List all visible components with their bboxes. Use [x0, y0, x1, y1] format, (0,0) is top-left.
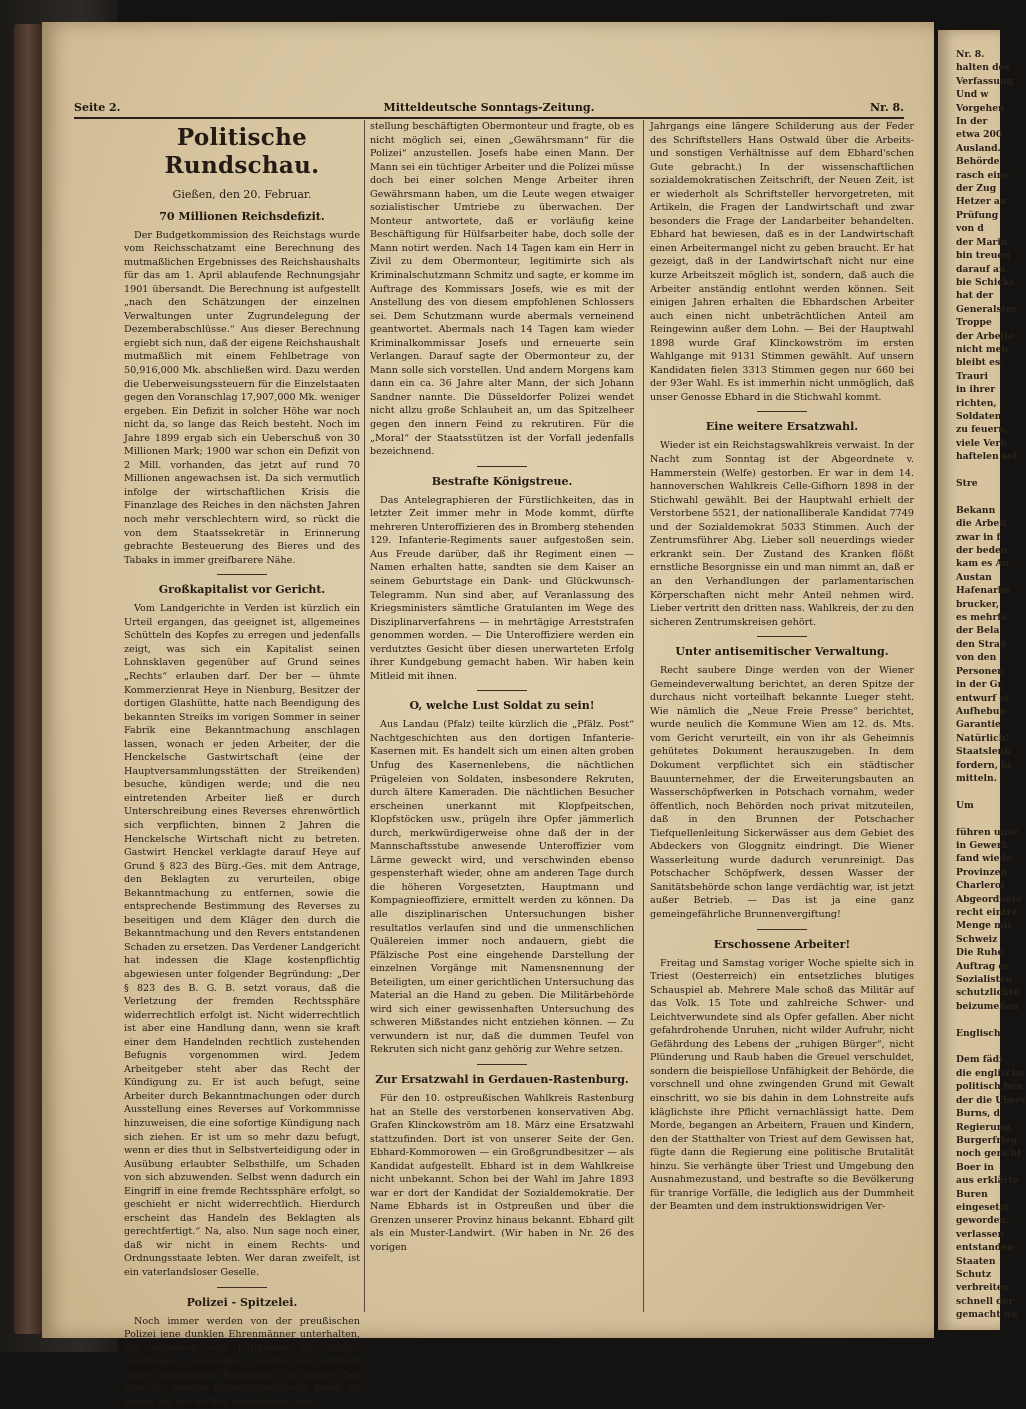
- facing-page-edge: [938, 30, 1026, 1330]
- page-header: [74, 101, 904, 115]
- section-title: Politische Rundschau.: [164, 124, 320, 179]
- article-text: Recht saubere Dinge werden von der Wiener Gemeindeverwaltung berichtet, an deren Spitze der durchaus nicht vorteilhaft bekannte Lueger steht. Wie nämlich die „Neue Freie Presse“ berichtet, wurde neulich die Kommune Wien am 12. ds. Mts. vom Gericht verurteilt, ein von ihr als Geheimnis gehütetes Dokument herauszugeben. In dem Dokument verpflichtet sich ein städtischer Bauunternehmer, der die Erweiterungsbauten an Wasserschöpfwerken in Potschach vornahm, weder öffentlich, noch Behörden noch privat mitzuteilen, daß in den Brunnen der Potschacher Tiefquellenleitung Sickerwässer aus dem Gebiet des Abdeckers von Gloggnitz eindringt. Die Wiener Wasserleitung wurde dadurch verunreinigt. Das Potschacher Schöpfwerk, dessen Wasser der Sanitätsbehörde schon lange verdächtig war, ist jetzt außer Betrieb. — Das ist ja eine ganz gemeingefährliche Brunnenvergiftung!: [650, 665, 914, 920]
- separator: [757, 636, 807, 637]
- article-text: stellung beschäftigten Obermonteur und fragte, ob es nicht möglich sei, einen „Gewährsmann“ für die Polizei“ anzustellen. Josefs habe einen Mann. Der Mann sei ein tüchtiger Arbeiter und die Polizei müsse doch bei einer solchen Menge Arbeiter ihren Gewährsmann haben, um die Leute wegen etwaiger sozialistischer Umtriebe zu überwachen. Der Monteur antwortete, daß er vorläufig keine Beschäftigung für Hülfsarbeiter habe, doch solle der Mann notirt werden. Nach 14 Tagen kam ein Herr in Zivil zu dem Obermonteur, legitimirte sich als Kriminalschutzmann Schmitz und sagte, er komme im Auftrage des Kommissars Josefs, wie es mit der Anstellung des von diesem empfohlenen Schlossers sei. Dem Schutzmann wurde abermals verneinend geantwortet. Abermals nach 14 Tagen kam wieder Kriminalkommissar Josefs und erneuerte sein Verlangen. Darauf sagte der Obermonteur zu, der Mann solle sich vorstellen. Und andern Morgens kam dann ein ca. 36 Jahre alter Mann, der sich Johann Sandner nannte. Die Düsseldorfer Polizei wendet nicht allzu große Schlauheit an, um das Spitzelheer gegen den innern Feind zu rekrutiren. Für die „Moral“ der Staatsstützen ist der Vorfall jedenfalls bezeichnend.: [370, 121, 634, 458]
- article-heading: Unter antisemitischer Verwaltung.: [675, 645, 889, 659]
- newspaper-name: Mitteldeutsche Sonntags-Zeitung.: [383, 101, 595, 114]
- column-3: [650, 120, 914, 1214]
- header-rule: [74, 117, 904, 119]
- separator: [757, 411, 807, 412]
- facing-page-text: Nr. 8. halten des Verfassung Und w Vorgehen In der etwa 200 Ausland. Behörde rasch eine der Zug Hetzer an Prüfung von d der Marin bin treuen darauf an bie Schicks hat der Generalstre Troppe der Arbeite nicht meh bleibt es, Trauri in ihrer richten, Soldaten zu feuern, viele Verh haftelen sol Stre Bekann die Arbeit zwar in f der bedeu kam es An Austan Hafenarbe brucker, es mehrfa der Bela den Straß von den Personen in der Gr entwurf ei Aufhebun Garantie Natürlich! Staatslenk fordern, bi mitteln. Um führen unse in Gewerk fand wiede Provinzen Charleroi Abgeordnete recht eintra Menge mit Schweiz Die Ruhe Auftrag er Sozialisten schutzlichte beizumeßen Englisch Dem fädi die englische politisch beu der die Ubers Burns, d Regierung, Burgerfrieg noch gericht Boer in aus erklärte Buren eingesetzt geworden; verlassen entstanden Staaten Schutz verbreiten schnell der gemacht we: [956, 49, 1026, 1321]
- book-spine: [14, 24, 42, 1334]
- article-text: Vom Landgerichte in Verden ist kürzlich ein Urteil ergangen, das geeignet ist, allgemeines Schütteln des Kopfes zu erregen und jedenfalls zeigt, was sich ein Kapitalist seinen Lohnsklaven gegenüber auf Grund seines „Rechts“ erlauben darf. Der ber — ühmte Kommerzienrat Heye in Nienburg, Besitzer der dortigen Glashütte, hatte nach Beendigung des bekannten Streiks im vorigen Sommer in seiner Fabrik eine Bekanntmachung anschlagen lassen, wonach er jeden Arbeiter, der die Henckelsche Gastwirtschaft (eine der Hauptversammlungsstätten der Streikenden) besuche, kündigen werde; und die neu eintretenden Arbeiter ließ er durch Unterschreibung eines Reverses ehrenwörtlich sich verpflichten, binnen 2 Jahren die Henckelsche Wirtschaft nicht zu betreten. Gastwirt Henckel verklagte darauf Heye auf Grund § 823 des Bürg.-Ges. mit dem Antrage, den Beklagten zu verurteilen, obige Bekanntmachung zu entfernen, sowie die entsprechende Bestimmung des Reverses zu beseitigen und dem Kläger den durch die Bekanntmachung und den Revers entstandenen Schaden zu ersetzen. Das Verdener Landgericht hat indessen die Klage kostenpflichtig abgewiesen unter folgender Begründung: „Der § 823 des B. G. B. setzt voraus, daß die Verletzung der fremden Rechtssphäre widerrechtlich erfolgt ist. Nicht widerrechtlich ist aber eine Handlung dann, wenn sie kraft einer dem Handelnden rechtlich zustehenden Befugnis vorgenommen wird. Jedem Arbeitgeber steht aber das Recht der Kündigung zu. Er ist auch befugt, seine Arbeiter durch Bekanntmachungen oder durch Ausstellung eines Reverses auf Vorkommnisse hinzuweisen, die eine sofortige Kündigung nach sich ziehen. Er ist um so mehr dazu befugt, wenn er dies thut in Selbstverteidigung oder in Ausübung erlaubter Selbsthilfe, um Schaden von sich abzuwenden. Selbst wenn dadurch ein Eingriff in eine fremde Rechtssphäre erfolgt, so geschieht er nicht widerrechtlich. Hierdurch erscheint das Handeln des Beklagten als gerechtfertigt.“ Na, also. Nun sage noch einer, daß wir nicht in einem Rechts- und Ordnungsstaate lebten. Wer daran zweifelt, ist ein vaterlandsloser Geselle.: [124, 603, 360, 1279]
- article-heading: 70 Millionen Reichsdefizit.: [159, 209, 325, 223]
- article-heading: O, welche Lust Soldat zu sein!: [409, 699, 595, 713]
- issue-number: Nr. 8.: [870, 101, 904, 114]
- separator: [477, 1064, 527, 1065]
- article-text: Jahrgangs eine längere Schilderung aus der Feder des Schriftstellers Hans Ostwald über die Arbeits- und sonstigen Verhältnisse auf dem Ebhard'schen Gute gebracht.) In der wissenschaftlichen sozialdemokratischen Zeitschrift, der Neuen Zeit, ist er wiederholt als Schriftsteller hervorgetreten, mit Artikeln, die Fragen der Landwirtschaft und zwar besonders die Frage der Landarbeiter behandelten. Ebhard hat bewiesen, daß es in der Landwirtschaft einen Arbeitermangel nicht zu geben braucht. Er hat gezeigt, daß in der Landwirtschaft nicht nur eine kurze Arbeitszeit möglich ist, sondern, daß auch die Arbeiter anständig entlohnt werden können. Seit einigen Jahren erhalten die Ebhardschen Arbeiter auch einen nicht unbeträchtlichen Anteil am Reingewinn außer dem Lohn. — Bei der Hauptwahl 1898 wurde Graf Klinckowström im ersten Wahlgange mit 9131 Stimmen gewählt. Auf unsern Kandidaten fielen 3313 Stimmen gegen nur 660 bei der 93er Wahl. Es ist immerhin nicht unmöglich, daß unser Genosse Ebhard in die Stichwahl kommt.: [650, 121, 914, 403]
- article-heading: Zur Ersatzwahl in Gerdauen-Rastenburg.: [375, 1073, 629, 1086]
- separator: [477, 466, 527, 467]
- article-heading: Großkapitalist vor Gericht.: [158, 583, 326, 597]
- column-1: [124, 120, 360, 1409]
- article-heading: Eine weitere Ersatzwahl.: [705, 420, 859, 434]
- column-divider: [364, 120, 365, 1312]
- dateline: Gießen, den 20. Februar.: [172, 188, 312, 201]
- article-text: Aus Landau (Pfalz) teilte kürzlich die „Pfälz. Post“ Nachtgeschichten aus den dortigen Infanterie-Kasernen mit. Es handelt sich um einen alten groben Unfug des Kasernenlebens, die nächtlichen Prügeleien von Soldaten, insbesondere Rekruten, durch ältere Kameraden. Die nächtlichen Besucher erscheinen unerkannt mit Klopfpeitschen, Klopfstöcken usw., prügeln ihre Opfer jämmerlich durch, merkwürdigerweise ohne daß der in der Mannschaftsstube anwesende Unteroffizier vom Lärme geweckt wird, und verschwinden ebenso gespensterhaft wieder, ohne am anderen Tage durch die höheren Vorgesetzten, Hauptmann und Kompagnieoffiziere, ermittelt werden zu können. Da alle disziplinarischen Untersuchungen bisher resultatlos verlaufen sind und die unmenschlichen Quälereien immer noch andauern, giebt die Pfälzische Post eine eingehende Darstellung der einzelnen Vorgänge mit Namensnennung der Beteiligten, um einer gerichtlichen Untersuchung das Material an die Hand zu geben. Die Militärbehörde wird sich einer gewissenhaften Untersuchung des schweren Mißstandes nicht entziehen können. — Zu verwundern ist nur, daß die dummen Teufel von Rekruten sich nicht ganz gehörig zur Wehre setzen.: [370, 719, 634, 1056]
- separator: [757, 929, 807, 930]
- article-heading: Erschossene Arbeiter!: [713, 937, 851, 951]
- article-text: Noch immer werden von der preußischen Polizei jene dunklen Ehrenmänner unterhalten, die seinerzeit von Puttkamer als „Nicht-Gentlemens“ bezeichnet wurden. So berichtet unser Düsseldorfer Parteiblatt: Vor einiger Zeit kam der hiesige Kriminalkommissar Josefs zu einem auf der im Bau befindlichen Aus-: [124, 1315, 360, 1408]
- article-text: Für den 10. ostpreußischen Wahlkreis Rastenburg hat an Stelle des verstorbenen konservativen Abg. Grafen Klinckowström am 18. März eine Ersatzwahl stattzufinden. Dort ist von unserer Seite der Gen. Ebhard-Kommorowen — ein Großgrundbesitzer — als Kandidat aufgestellt. Ebhard ist in dem Wahlkreise nicht unbekannt. Schon bei der Wahl im Jahre 1893 war er dort der Kandidat der Sozialdemokratie. Der Name Ebhards ist in Ostpreußen und über die Grenzen unserer Provinz hinaus bekannt. Ebhard gilt als ein Muster-Landwirt. (Wir haben in Nr. 26 des vorigen: [370, 1093, 634, 1254]
- column-2: [370, 120, 634, 1255]
- separator: [477, 690, 527, 691]
- article-text: Das Antelegraphieren der Fürstlichkeiten, das in letzter Zeit immer mehr in Mode kommt, dürfte mehreren Unteroffizieren des in Bromberg stehenden 129. Infanterie-Regiments sauer aufgestoßen sein. Aus Freude darüber, daß ihr Regiment einen — Namen erhalten hatte, sandten sie dem Kaiser an seinem Geburtstage ein Dank- und Glückwunsch-Telegramm. Nun sind aber, auf Veranlassung des Kriegsministers sämtliche Gratulanten im Wege des Disziplinarverfahrens — in mehrtägige Arreststrafen genommen worden. — Die Unteroffiziere werden ein verdutztes Gesicht über diesen unerwarteten Erfolg ihrer Kundgebung gemacht haben. Wir haben kein Mitleid mit ihnen.: [370, 494, 634, 682]
- article-heading: Polizei - Spitzelei.: [186, 1295, 298, 1309]
- article-heading: Bestrafte Königstreue.: [431, 474, 573, 488]
- column-divider: [643, 120, 644, 1312]
- article-text: Der Budgetkommission des Reichstags wurde vom Reichsschatzamt eine Berechnung des mutmaßlichen Ergebnisses des Reichshaushalts für das am 1. April ablaufende Rechnungsjahr 1901 übersandt. Die Berechnung ist aufgestellt „nach den Schätzungen der einzelnen Verwaltungen unter Zugrundelegung der Dezemberabschlüsse.“ Aus dieser Berechnung ergiebt sich nun, daß der eigene Reichshaushalt mutmaßlich mit einem Fehlbetrage von 50,916,000 Mk. abschließen wird. Dazu werden die Ueberweisungssteuern für die Einzelstaaten gegen den Voranschlag 17,907,000 Mk. weniger ergeben. Ein Defizit in solcher Höhe war noch nicht da, so lange das Reich besteht. Noch im Jahre 1899 ergab sich ein Ueberschuß von 30 Millionen Mark; 1900 war schon ein Defizit von 2 Mill. vorhanden, das jetzt auf rund 70 Millionen angewachsen ist. Da sich vermutlich infolge der wirtschaftlichen Krisis die Finanzlage des Reiches in den nächsten Jahren noch mehr verschlechtern wird, so rückt die von dem Staatssekretär in Erinnerung gebrachte Besteuerung des Bieres und des Tabaks in immer greifbarere Nähe.: [124, 229, 360, 566]
- separator: [217, 574, 267, 575]
- article-text: Freitag und Samstag voriger Woche spielte sich in Triest (Oesterreich) ein entsetzliches blutiges Schauspiel ab. Mehrere Male schoß das Militär auf das Volk. 15 Tote und zahlreiche Schwer- und Leichtverwundete sind als Opfer gefallen. Aber nicht gefahrdrohende Unruhen, nicht wilder Aufruhr, nicht Gefährdung des Lebens der „ruhigen Bürger“, nicht Plünderung und Raub haben die Greuel verschuldet, sondern die beispiellose Unfähigkeit der Behörde, die vorschnell und ohne zwingenden Grund mit Gewalt einschritt, wo sie bis dahin in dem Lohnstreite aufs kläglichste ihre Pflicht vernachlässigt hatte. Dem Morde, begangen an Arbeitern, Frauen und Kindern, den der Statthalter von Triest auf dem Gewissen hat, fügte dann die Regierung eine politische Brutalität hinzu. Sie verhängte über Triest und Umgebung den Ausnahmezustand, und bestrafte so die Bevölkerung für tranrige Vorfälle, die lediglich aus der Dummheit der Beamten und dem instruktionswidrigen Ver-: [650, 957, 914, 1213]
- article-text: Wieder ist ein Reichstagswahlkreis verwaist. In der Nacht zum Sonntag ist der Abgeordnete v. Hammerstein (Welfe) gestorben. Er war in dem 14. hannoverschen Wahlkreis Celle-Gifhorn 1898 in der Stichwahl gewählt. Bei der Hauptwahl erhielt der Verstorbene 5521, der nationalliberale Kandidat 7749 und der Sozialdemokrat 5033 Stimmen. Auch der Zentrumsführer Abg. Lieber soll neuerdings wieder erkrankt sein. Der Zustand des Kranken flößt ernstliche Besorgnisse ein und man nimmt an, daß er an den Verhandlungen der parlamentarischen Körperschaften nicht mehr Anteil nehmen wird. Lieber vertritt den dritten nass. Wahlkreis, der zu den sicheren Zentrumskreisen gehört.: [650, 440, 914, 628]
- page-number: Seite 2.: [74, 101, 121, 114]
- separator: [217, 1287, 267, 1288]
